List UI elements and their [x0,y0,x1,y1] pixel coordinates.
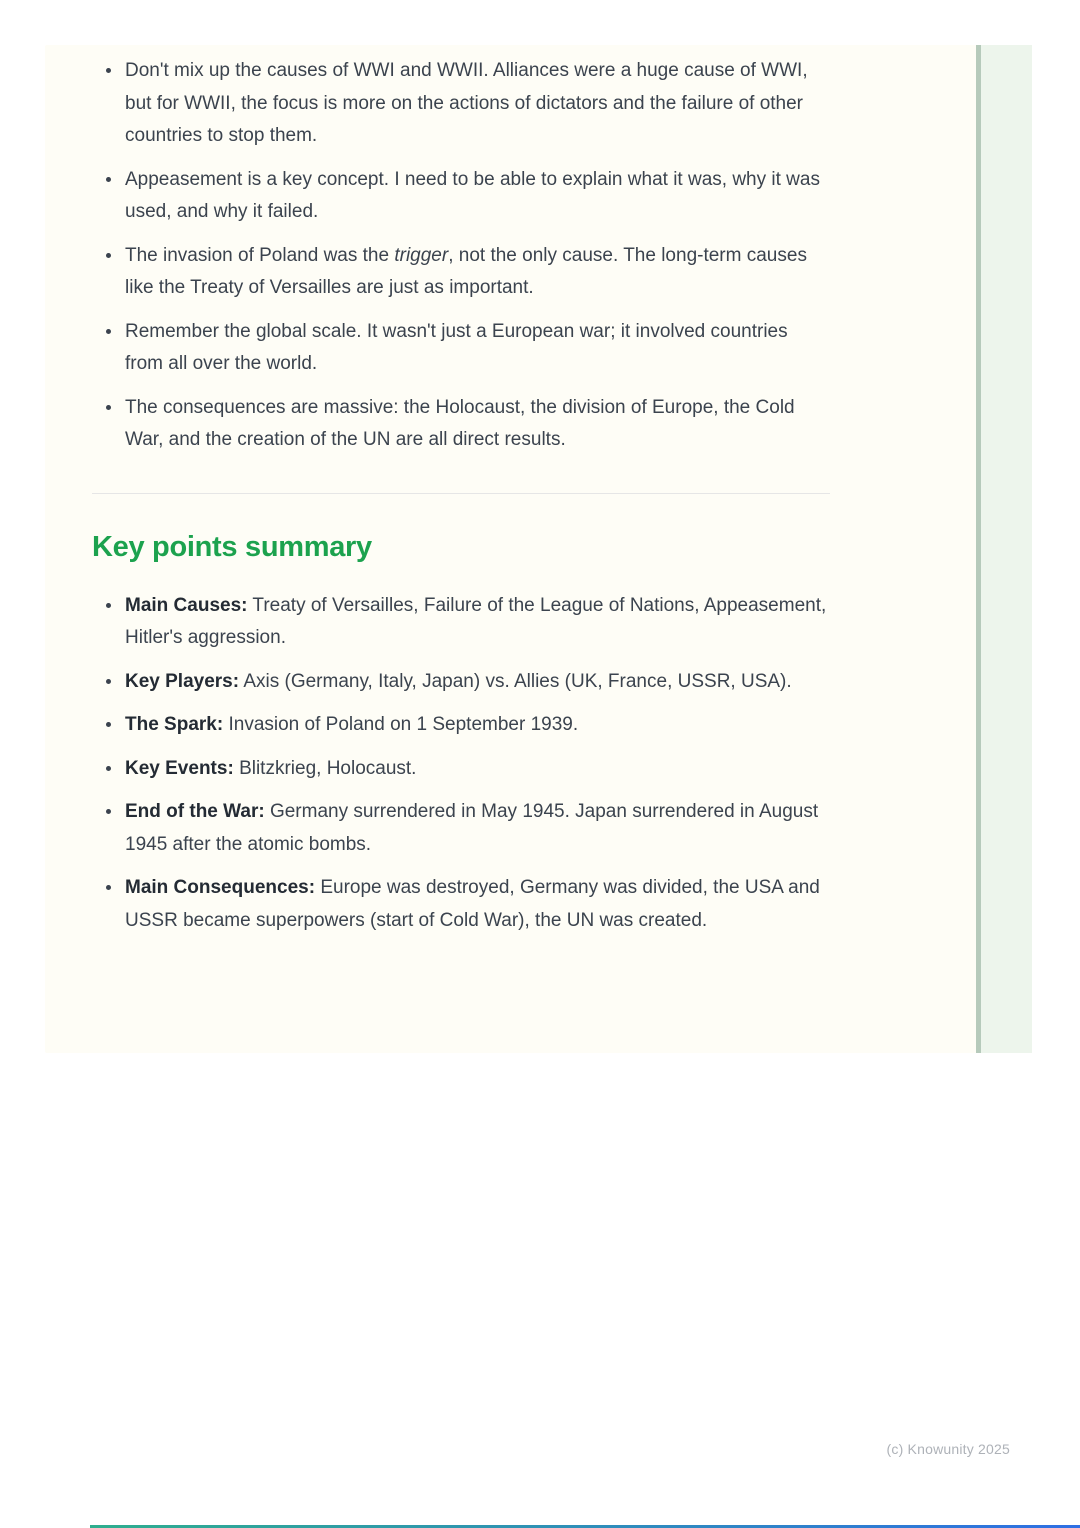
list-item-label: Key Events: [125,757,234,779]
list-item-text: Germany surrendered in May 1945. Japan surrendered in August 1945 after the atomic bombs. [125,801,819,855]
key-points-list [92,590,830,938]
list-item [123,709,830,742]
list-item-label: The Spark: [125,714,224,735]
tip-text-post: , not the only cause. The long-term causes like the Treaty of Versailles are just as important. [125,244,807,298]
list-item-text: Europe was destroyed, Germany was divided, the USA and USSR became superpowers (start of Cold War), the UN was created. [125,877,820,931]
list-item-label: Main Causes: [125,594,248,616]
list-item [123,164,830,229]
key-points-heading: Key points summary [92,530,372,563]
list-item-label: Key Players: [125,670,240,692]
document-content [45,45,976,1053]
page-card [45,45,1032,1053]
list-item [123,392,830,457]
list-item [123,796,830,861]
list-item-text: Treaty of Versailles, Failure of the League of Nations, Appeasement, Hitler's aggression. [125,594,827,648]
list-item-text: Blitzkrieg, Holocaust. [239,757,417,779]
study-tips-list [92,55,830,457]
list-item [123,590,830,655]
list-item [123,240,830,305]
list-item-text: Axis (Germany, Italy, Japan) vs. Allies (UK, France, USSR, USA). [243,670,792,692]
tip-text: Remember the global scale. It wasn't just a European war; it involved countries from all over the world. [125,320,788,374]
list-item [123,753,830,786]
tip-text: Appeasement is a key concept. I need to be able to explain what it was, why it was used, and why it failed. [125,168,820,222]
list-item-label: End of the War: [125,801,265,822]
list-item [123,55,830,153]
list-item [123,666,830,699]
tip-text: Don't mix up the causes of WWI and WWII. Alliances were a huge cause of WWI, but for WWII, the focus is more on the actions of dictators and the failure of other countries to stop them. [125,60,808,146]
section-divider [92,493,830,494]
tip-text: The consequences are massive: the Holocaust, the division of Europe, the Cold War, and the creation of the UN are all direct results. [125,396,795,450]
tip-text-italic: trigger [394,244,449,266]
list-item [123,316,830,381]
list-item [123,872,830,937]
footer-copyright: (c) Knowunity 2025 [886,1441,1010,1457]
page-edge-stripe [981,45,1032,1053]
list-item-label: Main Consequences: [125,877,316,898]
tip-text-pre: The invasion of Poland was the [125,244,395,266]
list-item-text: Invasion of Poland on 1 September 1939. [228,714,579,735]
